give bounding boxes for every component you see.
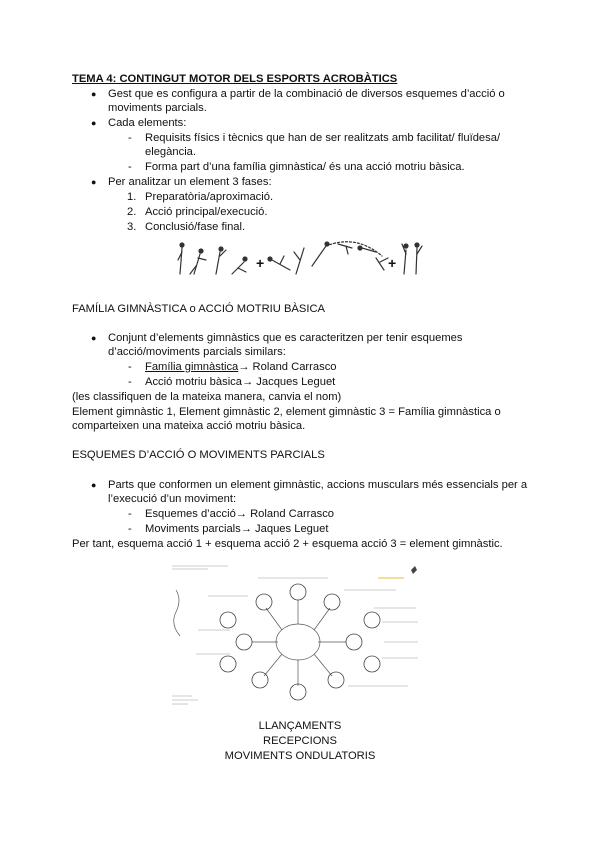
page-title: TEMA 4: CONTINGUT MOTOR DELS ESPORTS ACROBÀTICS <box>72 73 398 85</box>
gymnast-figure-icon <box>190 249 206 274</box>
term-author: → Roland Carrasco <box>238 361 337 373</box>
gymnast-figure-icon <box>232 257 247 274</box>
phase-text: Preparatòria/aproximació. <box>145 191 274 203</box>
dash-marker: - <box>128 376 132 388</box>
subitem-moviments: Moviments parcials→ Jaques Leguet <box>145 523 329 535</box>
dash-marker: - <box>128 361 132 373</box>
bullet-dot: ● <box>91 118 97 128</box>
dash-marker: - <box>128 508 132 520</box>
bullet-text: Parts que conformen un element gimnàstic, accions musculars més essencials per a <box>108 479 528 491</box>
dash-marker: - <box>128 523 132 535</box>
paragraph-text: Element gimnàstic 1, Element gimnàstic 2, element gimnàstic 3 = Família gimnàstica o <box>72 406 501 418</box>
phase-number: 3. <box>127 221 137 233</box>
term-familia-gimnastica: Família gimnàstica <box>145 361 239 373</box>
subitem-text: Forma part d’una família gimnàstica/ és una acció motriu bàsica. <box>145 161 465 173</box>
bullet-text: Conjunt d’elements gimnàstics que es caracteritzen per tenir esquemes <box>108 332 463 344</box>
subitem-accio: Acció motriu bàsica→ Jacques Leguet <box>145 376 336 388</box>
phase-number: 2. <box>127 206 137 218</box>
paragraph-text: Per tant, esquema acció 1 + esquema acció 2 + esquema acció 3 = element gimnàstic. <box>72 538 503 550</box>
gymnast-figure-icon <box>294 248 304 274</box>
subitem-familia <box>145 360 337 374</box>
section-heading-esquemes: ESQUEMES D’ACCIÓ O MOVIMENTS PARCIALS <box>72 449 325 461</box>
bullet-text-cont: l’execució d’un moviment: <box>108 493 237 505</box>
bullet-text-cont: moviments parcials. <box>108 102 207 114</box>
gymnast-figure-icon <box>268 256 290 270</box>
subitem-text-cont: elegància. <box>145 146 197 158</box>
section-heading-familia: FAMÍLIA GIMNÀSTICA o ACCIÓ MOTRIU BÀSICA <box>72 303 326 315</box>
phase-text: Acció principal/execució. <box>145 206 268 218</box>
bullet-text: Cada elements: <box>108 117 187 129</box>
gymnast-figure-icon <box>376 258 388 270</box>
dash-marker: - <box>128 161 132 173</box>
paragraph-text-cont: comparteixen una mateixa acció motriu bàsica. <box>72 420 306 432</box>
gymnast-figure-icon <box>178 243 184 274</box>
note-text: (les classifiquen de la mateixa manera, canvia el nom) <box>72 391 342 403</box>
bullet-dot: ● <box>91 480 97 490</box>
phase-text: Conclusió/fase final. <box>145 221 246 233</box>
bullet-text: Gest que es configura a partir de la combinació de diversos esquemes d’acció o <box>108 88 505 100</box>
gymnast-figure-icon <box>216 247 226 274</box>
gymnast-figure-icon <box>402 244 408 274</box>
bullet-dot: ● <box>91 89 97 99</box>
bullet-dot: ● <box>91 333 97 343</box>
bullet-dot: ● <box>91 177 97 187</box>
subitem-esquemes: Esquemes d’acció→ Roland Carrasco <box>145 508 335 520</box>
caption-moviments-ondulatoris: MOVIMENTS ONDULATORIS <box>224 750 376 762</box>
plus-sign: + <box>256 255 265 271</box>
plus-sign: + <box>388 255 397 271</box>
dash-marker: - <box>128 132 132 144</box>
subitem-text: Requisits físics i tècnics que han de ser realitzats amb facilitat/ fluïdesa/ <box>145 132 501 144</box>
bullet-text: Per analitzar un element 3 fases: <box>108 176 272 188</box>
caption-llancaments: LLANÇAMENTS <box>258 720 342 732</box>
phases-figure <box>176 240 426 276</box>
gymnast-figure-icon <box>415 243 422 274</box>
gymnast-figure-icon <box>338 244 352 254</box>
phase-number: 1. <box>127 191 137 203</box>
action-schemes-diagram <box>168 560 430 710</box>
caption-recepcions: RECEPCIONS <box>263 735 337 747</box>
bullet-text-cont: d’acció/moviments parcials similars: <box>108 346 286 358</box>
